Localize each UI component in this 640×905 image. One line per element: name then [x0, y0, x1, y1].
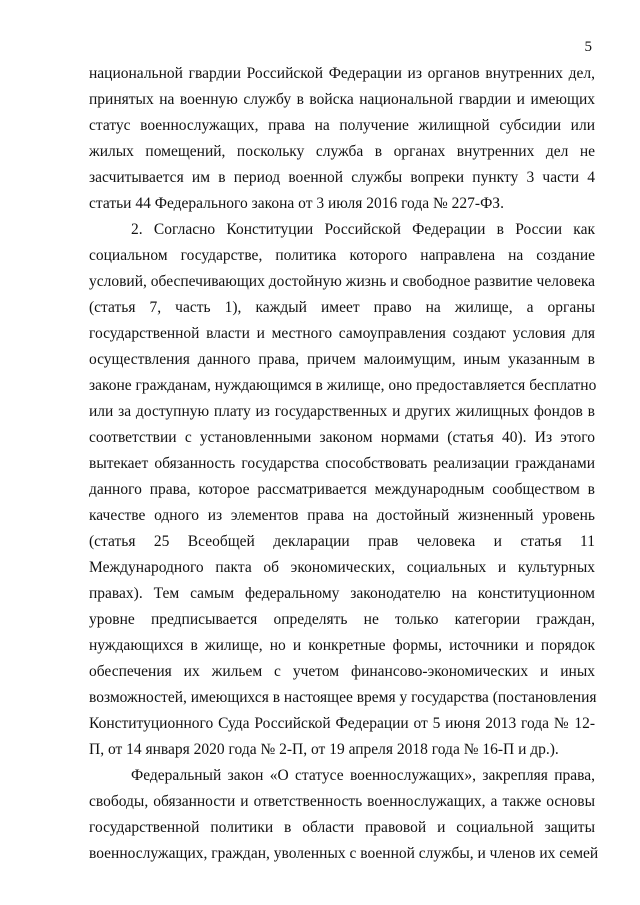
text-line: статьи 44 Федерального закона от 3 июля 2016 года № 227-ФЗ. [89, 195, 504, 212]
text-line: свободы, обязанности и ответственность военнослужащих, а также основы [89, 793, 595, 810]
text-line: уровне предписывается определять не только категории граждан, [89, 611, 595, 628]
text-line: (статья 7, часть 1), каждый имеет право на жилище, а органы [89, 299, 595, 316]
text-line: обеспечения их жильем с учетом финансово-экономических и иных [89, 663, 595, 680]
text-line: Конституционного Суда Российской Федерации от 5 июня 2013 года № 12- [89, 715, 595, 732]
text-line: (статья 25 Всеобщей декларации прав человека и статья 11 [89, 533, 595, 550]
text-line: качестве одного из элементов права на достойный жизненный уровень [89, 507, 595, 524]
text-line: социальном государстве, политика которого направлена на создание [89, 247, 595, 264]
text-line: государственной власти и местного самоуправления создают условия для [89, 325, 595, 342]
text-line: условий, обеспечивающих достойную жизнь и свободное развитие человека [89, 273, 595, 290]
text-line: нуждающихся в жилище, но и конкретные формы, источники и порядок [89, 637, 595, 654]
text-line: законе гражданам, нуждающимся в жилище, оно предоставляется бесплатно [89, 377, 597, 394]
text-line: жилых помещений, поскольку служба в органах внутренних дел не [89, 143, 595, 160]
text-line: национальной гвардии Российской Федерации из органов внутренних дел, [89, 65, 595, 82]
text-line: засчитывается им в период военной службы вопреки пункту 3 части 4 [89, 169, 595, 186]
text-line: государственной политики в области правовой и социальной защиты [89, 819, 595, 836]
text-line: статус военнослужащих, права на получение жилищной субсидии или [89, 117, 595, 134]
text-line: осуществления данного права, причем малоимущим, иным указанным в [89, 351, 595, 368]
text-line: вытекает обязанность государства способствовать реализации гражданами [89, 455, 595, 472]
text-line: соответствии с установленными законом нормами (статья 40). Из этого [89, 429, 595, 446]
text-line: данного права, которое рассматривается международным сообществом в [89, 481, 595, 498]
paragraph-3-first-line: Федеральный закон «О статусе военнослужащих», закрепляя права, [131, 767, 595, 784]
text-line: правах). Тем самым федеральному законодателю на конституционном [89, 585, 595, 602]
text-line: военнослужащих, граждан, уволенных с военной службы, и членов их семей [89, 845, 599, 862]
text-line: или за доступную плату из государственных и других жилищных фондов в [89, 403, 595, 420]
paragraph-2-first-line: 2. Согласно Конституции Российской Федерации в России как [131, 221, 595, 238]
text-line: принятых на военную службу в войска национальной гвардии и имеющих [89, 91, 595, 108]
text-line: возможностей, имеющихся в настоящее время у государства (постановления [89, 689, 597, 706]
page-number: 5 [584, 39, 592, 55]
text-line: П, от 14 января 2020 года № 2-П, от 19 апреля 2018 года № 16-П и др.). [89, 741, 559, 758]
text-line: Международного пакта об экономических, социальных и культурных [89, 559, 595, 576]
